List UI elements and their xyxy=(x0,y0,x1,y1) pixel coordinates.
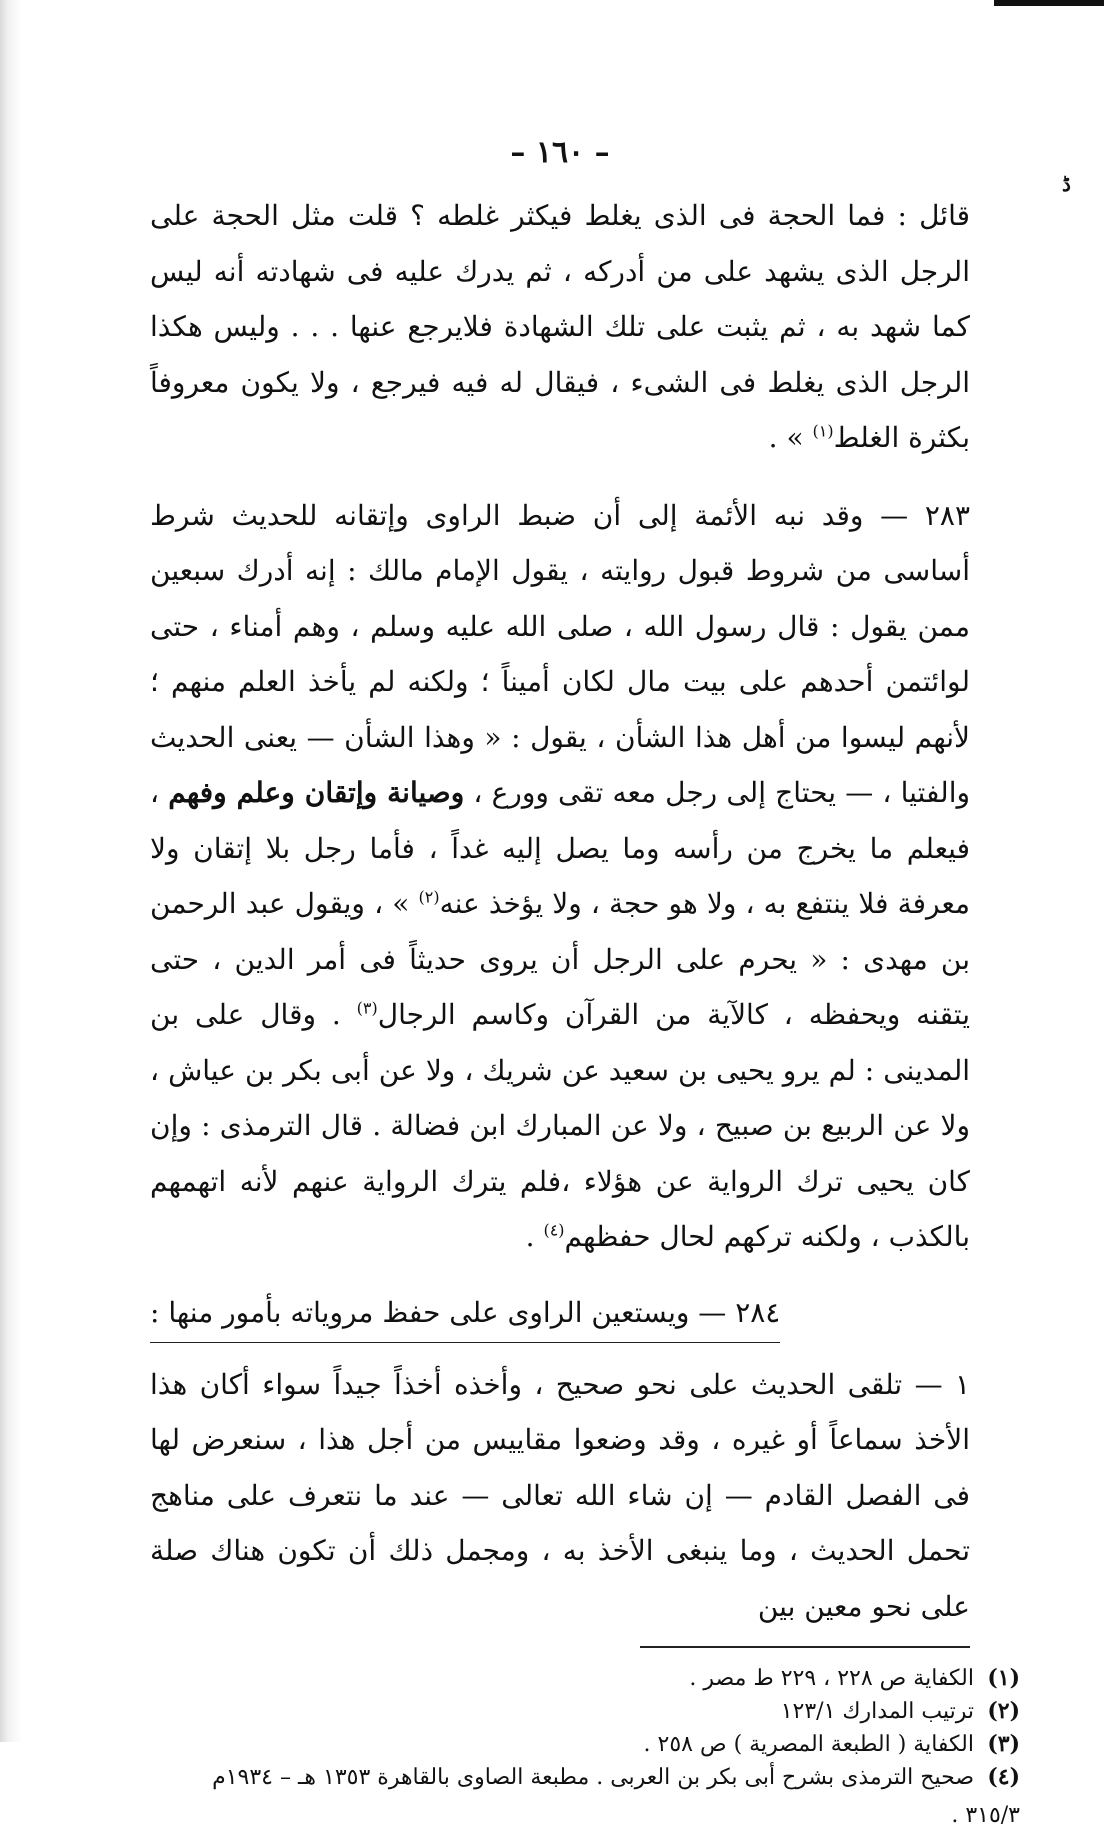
footnote-ref: (٤) xyxy=(543,1220,565,1240)
bold-phrase: وصيانة وإتقان وعلم وفهم xyxy=(168,776,465,809)
scan-corner-mark xyxy=(994,0,1104,6)
paragraph-text: » ، ويقول عبد الرحمن بن مهدى : « يحرم على الرجل أن يروى حديثاً فى أمر الدين ، حتى يتقنه ويحفظه ، كالآية من القرآن وكاسم الرجال xyxy=(150,887,970,1031)
page-number: – ١٦٠ – xyxy=(510,135,610,170)
paragraph-end: . xyxy=(525,1220,544,1253)
footnote-number: (٢) xyxy=(987,1698,1020,1724)
footnote-2 xyxy=(150,1695,1020,1728)
footnote-text: الكفاية ص ٢٢٨ ، ٢٢٩ ط مصر . xyxy=(689,1666,974,1691)
footnote-ref: (٢) xyxy=(418,887,440,907)
volume-reference: ٣١٥/٣ . xyxy=(951,1803,1020,1828)
footnote-4 xyxy=(150,1761,1020,1794)
scan-edge-shadow xyxy=(0,0,22,1742)
footnote-number: (٣) xyxy=(987,1731,1020,1757)
paragraph-text: قائل : فما الحجة فى الذى يغلط فيكثر غلطه ؟ قلت مثل الحجة على الرجل الذى يشهد على من أدركه ، ثم يدرك عليه فى شهادته أنه ليس كما شهد به ، ثم يثبت على تلك الشهادة فلايرجع عنها . . . وليس هكذا الرجل الذى يغلط فى الشىء ، فيقال له فيه فيرجع ، ولا يكون معروفاً بكثرة الغلط xyxy=(150,199,970,454)
paragraph-text: . وقال على بن المدينى : لم يرو يحيى بن سعيد عن شريك ، ولا عن أبى بكر بن عياش ، ولا عن الربيع بن صبيح ، ولا عن المبارك ابن فضالة . قال الترمذى : وإن كان يحيى ترك الرواية عن هؤلاء ،فلم يترك الرواية عنهم لأنه اتهمهم بالكذب ، ولكنه تركهم لحال حفظهم xyxy=(150,998,970,1253)
footnote-text: ترتيب المدارك ١٢٣/١ xyxy=(780,1699,974,1724)
paragraph-item-1: ١ — تلقى الحديث على نحو صحيح ، وأخذه أخذاً جيداً سواء أكان هذا الأخذ سماعاً أو غيره ، وقد وضعوا مقاييس من أجل هذا ، سنعرض لها فى الفصل القادم — إن شاء الله تعالى — عند ما نتعرف على مناهج تحمل الحديث ، وما ينبغى الأخذ به ، ومجمل ذلك أن تكون هناك صلة على نحو معين بين xyxy=(150,1367,970,1623)
footnote-ref: (١) xyxy=(812,421,834,441)
footnote-ref: (٣) xyxy=(356,998,378,1018)
paragraph-end: » . xyxy=(768,421,813,454)
paragraph-283 xyxy=(150,488,970,1265)
paragraph-text: ٢٨٣ — وقد نبه الأئمة إلى أن ضبط الراوى وإتقانه للحديث شرط أساسى من شروط قبول روايته ، يقول الإمام مالك : إنه أدرك سبعين ممن يقول : قال رسول الله ، صلى الله عليه وسلم ، وهم أمناء ، حتى لوائتمن أحدهم على بيت مال لكان أميناً ؛ ولكنه لم يأخذ العلم منهم ؛ لأنهم ليسوا من أهل هذا الشأن ، يقول : « وهذا الشأن — يعنى الحديث والفتيا ، — يحتاج إلى رجل معه تقى وورع ، xyxy=(150,498,970,809)
footnote-number: (٤) xyxy=(987,1764,1020,1790)
footnote-1 xyxy=(150,1662,1020,1695)
footnote-3 xyxy=(150,1728,1020,1761)
section-heading-284: ٢٨٤ — ويستعين الراوى على حفظ مروياته بأمور منها : xyxy=(150,1285,780,1343)
footnotes xyxy=(150,1662,1020,1794)
footnote-divider xyxy=(640,1646,970,1648)
paragraph-quote-end xyxy=(150,188,970,466)
footnote-text: الكفاية ( الطبعة المصرية ) ص ٢٥٨ . xyxy=(643,1732,974,1757)
paragraph-text: ، فيعلم ما يخرج من رأسه وما يصل إليه غداً ، فأما رجل بلا إتقان ولا معرفة فلا ينتفع به ، ولا هو حجة ، ولا يؤخذ عنه xyxy=(150,776,970,920)
footnote-text: صحيح الترمذى بشرح أبى بكر بن العربى . مطبعة الصاوى بالقاهرة ١٣٥٣ هـ – ١٩٣٤م xyxy=(212,1765,974,1790)
footnote-number: (١) xyxy=(987,1665,1020,1691)
paragraph-284 xyxy=(150,1285,970,1343)
page-content xyxy=(150,125,1020,1834)
stray-mark: ڈ xyxy=(1062,172,1071,196)
